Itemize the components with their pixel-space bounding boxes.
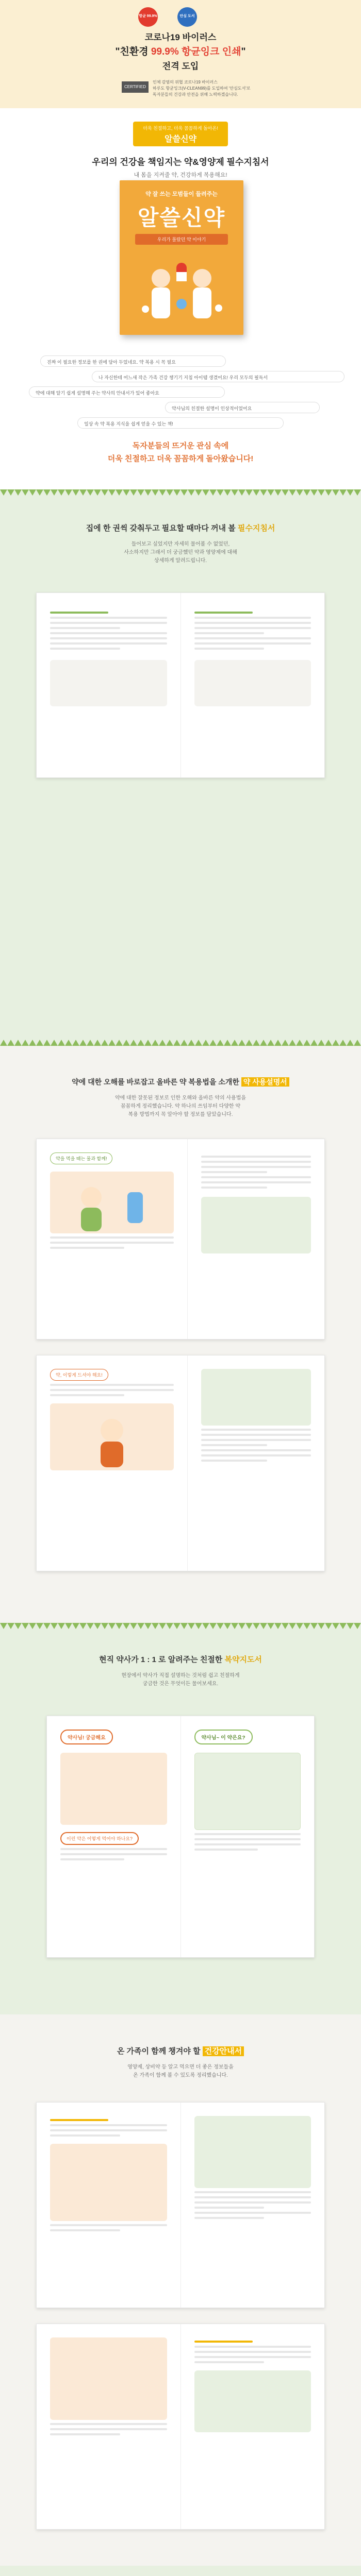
triangle-border-top — [0, 489, 361, 497]
section1 — [0, 489, 361, 1046]
review-4: 약사님의 친절한 설명이 인상적이었어요 — [165, 402, 320, 413]
header-section — [0, 0, 361, 77]
header-title-line1: 코로나19 바이러스 — [144, 32, 217, 42]
s3-q3: 약사님~ 이 약은요? — [194, 1730, 253, 1744]
s2-desc-3: 복용 방법까지 꼭 알아야 할 정보를 담았습니다. — [128, 1112, 233, 1117]
s1-page-right — [181, 593, 325, 777]
s3-triangle-top — [0, 1623, 361, 1630]
s3-q2: 이런 약은 어떻게 먹어야 하나요? — [60, 1832, 139, 1845]
intro-review-tail — [0, 417, 361, 489]
cert-logo: CERTIFIED — [122, 81, 149, 93]
header-title-line2: "친환경 99.9% 항균잉크 인쇄" — [115, 46, 246, 57]
s3-title: 현직 약사가 1 : 1 로 알려주는 친절한 복약지도서 — [99, 1655, 262, 1664]
s1-desc-2: 사소하지만 그래서 더 궁금했던 약과 영양제에 대해 — [124, 550, 237, 555]
section2 — [0, 1046, 361, 1623]
s2-desc-1: 약에 대한 잘못된 정보로 인한 오해와 올바른 약의 사용법을 — [114, 1095, 247, 1101]
cert-desc-3: 독자분들의 건강과 안전을 위해 노력하겠습니다. — [153, 92, 238, 97]
triangle-border-bottom — [0, 1039, 361, 1046]
s2-spread-b — [36, 1355, 325, 1571]
cert-desc-1: 인체 감염의 위협 코로나19 바이러스 — [153, 80, 218, 84]
review-2: 나 자신한테 어느새 작은 가족 건강 챙기기 지침 아이템 생겼어요! 우리 모두의 필독서 — [92, 371, 344, 382]
safe-book-badge: 안심 도서 — [177, 7, 197, 27]
s1-book-spread — [36, 592, 325, 778]
s3-q1: 약사님! 궁금해요 — [60, 1730, 113, 1744]
s2-spread-a — [36, 1139, 325, 1340]
s4-spread-b — [36, 2324, 325, 2530]
section4 — [0, 2014, 361, 2566]
s3-spread — [46, 1716, 315, 1958]
book-cover — [120, 180, 243, 335]
intro-section — [0, 108, 361, 417]
intro-headline: 우리의 건강을 책임지는 약&영양제 필수지침서 — [92, 157, 269, 167]
intro-ribbon-title: 알쓸신약 — [165, 135, 196, 144]
s2-bubble-2: 약, 이렇게 드셔야 해요! — [50, 1369, 108, 1381]
s4-desc-2: 온 가족이 함께 볼 수 있도록 정리했습니다. — [133, 2073, 228, 2078]
outro-section — [0, 2566, 361, 2576]
intro-footer-line1: 독자분들의 뜨거운 관심 속에 — [132, 442, 229, 450]
section3 — [0, 1623, 361, 2014]
s3-desc-2: 궁금한 것은 무엇이든 물어보세요. — [142, 1681, 219, 1687]
s4-title: 온 가족이 함께 챙겨야 할 건강안내서 — [0, 2045, 361, 2056]
antibac-highlight: 99.9% 항균잉크 인쇄 — [151, 46, 241, 57]
book-cover-top: 약 잘 쓰는 모범들이 들려주는 — [145, 191, 218, 197]
intro-subline: 내 몸을 지켜줄 약, 건강하게 복용해요! — [134, 172, 227, 178]
s2-desc-2: 꼼꼼하게 정리했습니다. 약 하나의 쓰임부터 다양한 약 — [121, 1104, 240, 1109]
book-cover-tagline: 우리가 몰랐던 약 이야기 — [135, 234, 228, 245]
s2-title: 약에 대한 오해를 바로잡고 올바른 약 복용법을 소개한 약 사용설명서 — [0, 1077, 361, 1087]
book-cover-illustration — [130, 252, 233, 325]
cert-desc-2: 하루도 항균잉크(V-CLEAN99)를 도입하여 '안심도서'로 — [153, 86, 251, 91]
intro-footer-line2: 더욱 친절하고 더욱 꼼꼼하게 돌아왔습니다! — [107, 454, 254, 463]
s4-spread-a — [36, 2102, 325, 2308]
s1-title: 집에 한 권씩 갖춰두고 필요할 때마다 꺼내 볼 필수지침서 — [86, 524, 275, 533]
review-3: 약에 대해 알기 쉽게 설명해 주는 약사의 안내서가 있어 좋아요 — [29, 386, 225, 398]
antibac-badge: 항균 99.9% — [138, 7, 158, 27]
s4-desc-1: 영양제, 상비약 등 알고 먹으면 더 좋은 정보들을 — [127, 2064, 234, 2070]
s1-desc-3: 상세하게 알려드립니다. — [154, 558, 207, 564]
intro-ribbon: 더욱 친절하고, 더욱 꼼꼼하게 돌아온! 알쓸신약 — [133, 122, 228, 146]
s3-desc-1: 현장에서 약사가 직접 설명하는 것처럼 쉽고 친절하게 — [121, 1673, 240, 1679]
s1-desc-1: 들어보고 싶었지만 자세히 물어볼 수 없었던, — [131, 541, 230, 547]
s1-page-left — [37, 593, 181, 777]
book-cover-title: 알쓸신약 — [137, 206, 226, 230]
cert-box — [0, 77, 361, 108]
review-5: 일상 속 약 복용 지식을 쉽게 얻을 수 있는 책! — [77, 417, 284, 429]
s2-bubble-1: 약을 먹을 때는 물과 함께! — [50, 1153, 112, 1164]
review-1: 진짜 이 필요한 정보를 한 권에 담아 두었네요. 약 복용 시 꼭 필요 — [40, 355, 226, 367]
header-title-line3: 전격 도입 — [162, 61, 199, 71]
